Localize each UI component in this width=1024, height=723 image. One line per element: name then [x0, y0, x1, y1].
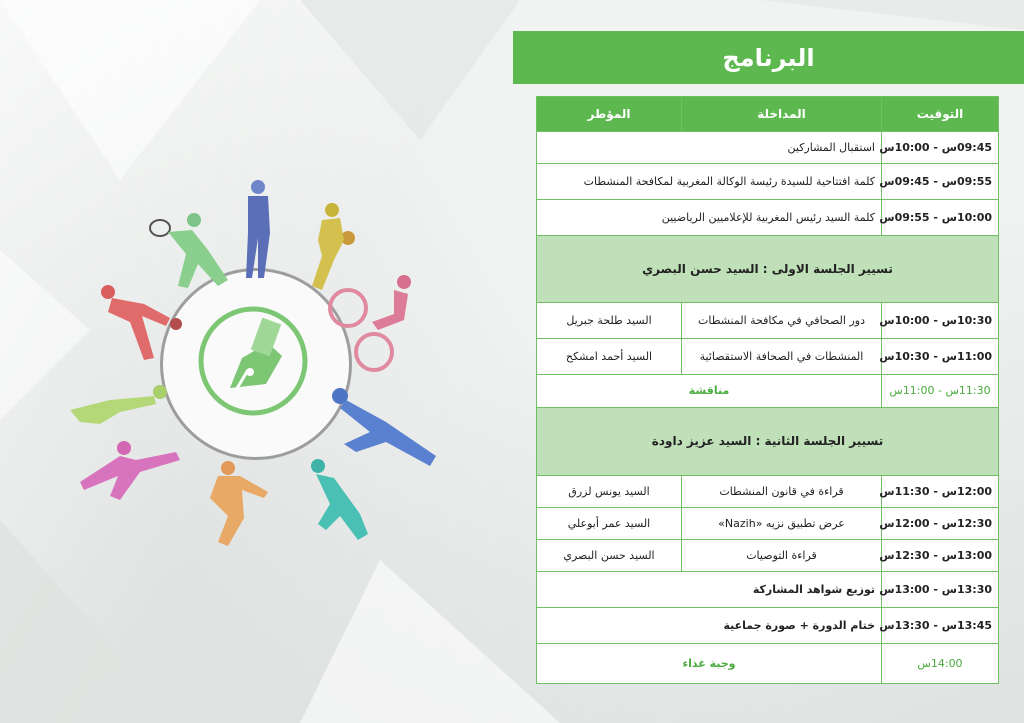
row-time: 11:30س - 11:00س	[882, 375, 999, 407]
row-time: 11:00س - 10:30س	[882, 339, 999, 375]
session-chair-1: تسيير الجلسة الاولى : السيد حسن البصري	[537, 235, 999, 302]
fighter-icon	[188, 458, 278, 548]
row-talk: قراءة التوصيات	[682, 540, 882, 572]
table-row	[537, 540, 999, 572]
row-speaker: السيد أحمد امشكح	[537, 339, 682, 375]
header-talk: المداخلة	[682, 97, 882, 132]
row-time: 12:30س - 12:00س	[882, 508, 999, 540]
table-row	[537, 164, 999, 199]
row-talk: دور الصحافي في مكافحة المنشطات	[682, 303, 882, 339]
tennis-player-icon	[148, 210, 238, 290]
row-time: 09:55س - 09:45س	[882, 164, 999, 199]
skater-icon	[304, 454, 374, 544]
table-row	[537, 607, 999, 643]
table-row	[537, 199, 999, 235]
table-row	[537, 475, 999, 507]
row-time: 14:00س	[882, 643, 999, 683]
row-talk: المنشطات في الصحافة الاستقصائية	[682, 339, 882, 375]
row-speaker: السيد عمر أبوعلي	[537, 508, 682, 540]
swimmer-icon	[70, 378, 170, 428]
pen-nib-film-icon	[190, 298, 316, 424]
session-chair-2: تسيير الجلسة الثانية : السيد عزيز داودة	[537, 407, 999, 475]
table-row	[537, 572, 999, 607]
sprinter-icon	[80, 438, 190, 508]
row-talk: كلمة السيد رئيس المغربية للإعلاميين الرياضيين	[537, 199, 882, 235]
session-row	[537, 235, 999, 302]
table-header-row	[537, 97, 999, 132]
runner-icon	[236, 178, 280, 278]
row-time: 10:30س - 10:00س	[882, 303, 999, 339]
row-time: 13:30س - 13:00س	[882, 572, 999, 607]
row-time: 13:00س - 12:30س	[882, 540, 999, 572]
row-speaker: السيد يونس لزرق	[537, 475, 682, 507]
table-row	[537, 132, 999, 164]
row-talk: وجبة غذاء	[537, 643, 882, 683]
table-row	[537, 375, 999, 407]
row-time: 09:45س - 10:00س	[882, 132, 999, 164]
row-talk: ختام الدورة + صورة جماعية	[537, 607, 882, 643]
table-row	[537, 303, 999, 339]
row-time: 12:00س - 11:30س	[882, 475, 999, 507]
row-talk: كلمة افتتاحية للسيدة رئيسة الوكالة المغربية لمكافحة المنشطات	[537, 164, 882, 199]
row-speaker: السيد طلحة جبريل	[537, 303, 682, 339]
table-row	[537, 339, 999, 375]
cyclist-icon	[328, 270, 418, 370]
table-row	[537, 643, 999, 683]
row-time: 13:45س - 13:30س	[882, 607, 999, 643]
row-talk: توزيع شواهد المشاركة	[537, 572, 882, 607]
session-row	[537, 407, 999, 475]
row-talk: استقبال المشاركين	[537, 132, 882, 164]
table-row	[537, 508, 999, 540]
row-talk: قراءة في قانون المنشطات	[682, 475, 882, 507]
row-talk: عرض تطبيق نزيه «Nazih»	[682, 508, 882, 540]
sports-emblem	[60, 170, 460, 560]
header-speaker: المؤطر	[537, 97, 682, 132]
page-title: البرنامج	[513, 31, 1024, 84]
program-table	[536, 96, 999, 684]
row-talk: مناقشة	[537, 375, 882, 407]
row-speaker: السيد حسن البصري	[537, 540, 682, 572]
footballer-icon	[94, 282, 184, 362]
row-time: 10:00س - 09:55س	[882, 199, 999, 235]
header-time: التوقيت	[882, 97, 999, 132]
